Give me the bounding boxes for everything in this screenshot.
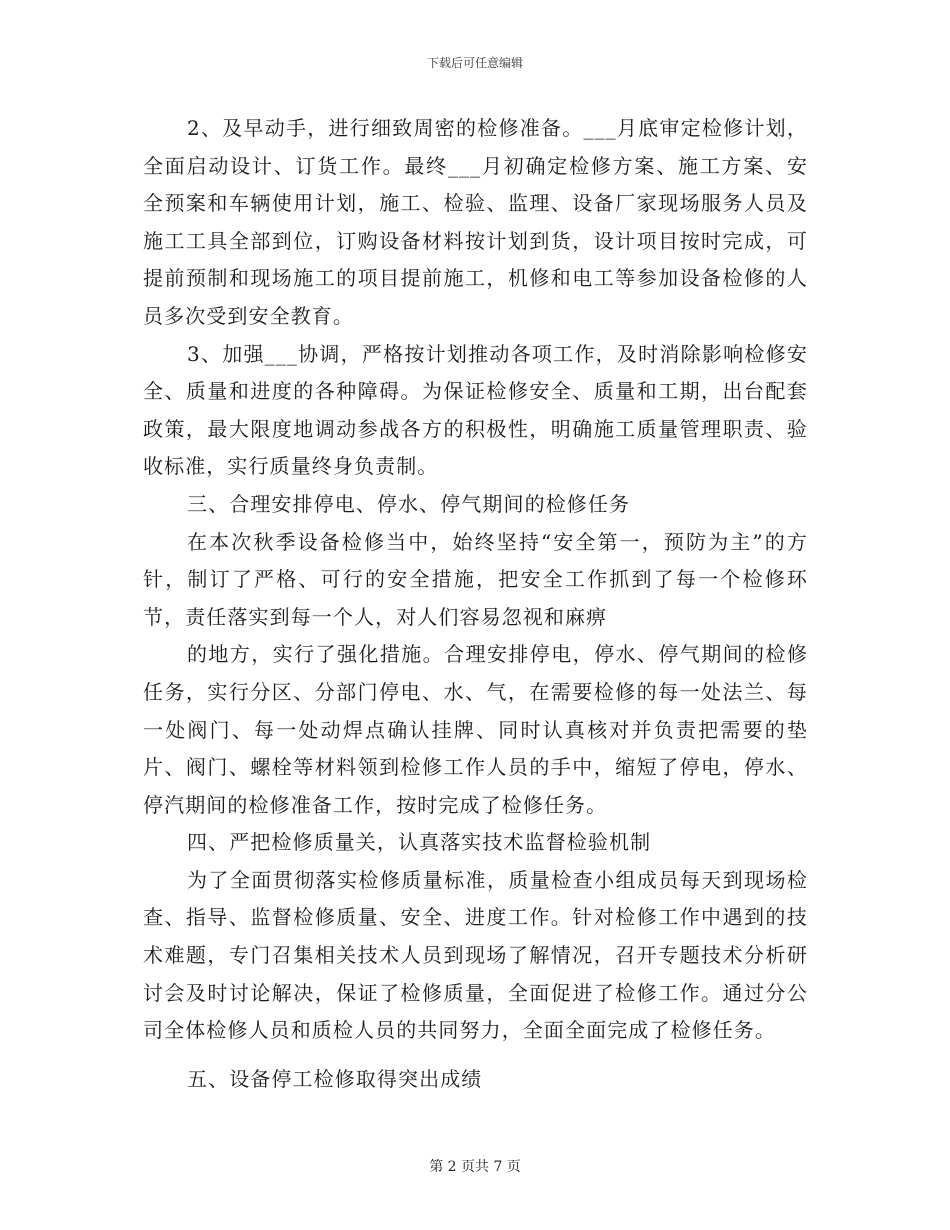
paragraph-coordination: 3、加强___协调，严格按计划推动各项工作，及时消除影响检修安全、质量和进度的各种障碍。为保证检修安全、质量和工期，出台配套政策，最大限度地调动参战各方的积极性，明确施工质量管理职责、验收标准，实行质量终身负责制。 xyxy=(143,341,808,479)
paragraph-quality-inspection: 为了全面贯彻落实检修质量标准，质量检查小组成员每天到现场检查、指导、监督检修质量、安全、进度工作。针对检修工作中遇到的技术难题，专门召集相关技术人员到现场了解情况，召开专题技术分析研讨会及时讨论解决，保证了检修质量，全面促进了检修工作。通过分公司全体检修人员和质检人员的共同努力，全面全面完成了检修任务。 xyxy=(143,867,808,1043)
paragraph-shutdown-tasks: 的地方，实行了强化措施。合理安排停电，停水、停气期间的检修任务，实行分区、分部门停电、水、气，在需要检修的每一处法兰、每一处阀门、每一处动焊点确认挂牌、同时认真核对并负责把需要的垫片、阀门、螺栓等材料领到检修工作人员的手中，缩短了停电，停水、停汽期间的检修准备工作，按时完成了检修任务。 xyxy=(143,642,808,817)
document-body xyxy=(143,110,808,1102)
section-heading-3: 三、合理安排停电、停水、停气期间的检修任务 xyxy=(187,491,631,516)
section-heading-5: 五、设备停工检修取得突出成绩 xyxy=(187,1066,483,1091)
paragraph-safety-policy: 在本次秋季设备检修当中，始终坚持“安全第一，预防为主”的方针，制订了严格、可行的安全措施，把安全工作抓到了每一个检修环节，责任落实到每一个人，对人们容易忽视和麻痹 xyxy=(143,529,808,629)
section-heading-4: 四、严把检修质量关，认真落实技术监督检验机制 xyxy=(187,830,652,855)
page-number: 第 2 页共 7 页 xyxy=(429,1159,521,1175)
paragraph-prep: 2、及早动手，进行细致周密的检修准备。___月底审定检修计划，全面启动设计、订货工作。最终___月初确定检修方案、施工方案、安全预案和车辆使用计划，施工、检验、监理、设备厂家现场服务人员及施工工具全部到位，订购设备材料按计划到货，设计项目按时完成，可提前预制和现场施工的项目提前施工，机修和电工等参加设备检修的人员多次受到安全教育。 xyxy=(143,116,808,328)
header-note: 下载后可任意编辑 xyxy=(426,56,523,70)
